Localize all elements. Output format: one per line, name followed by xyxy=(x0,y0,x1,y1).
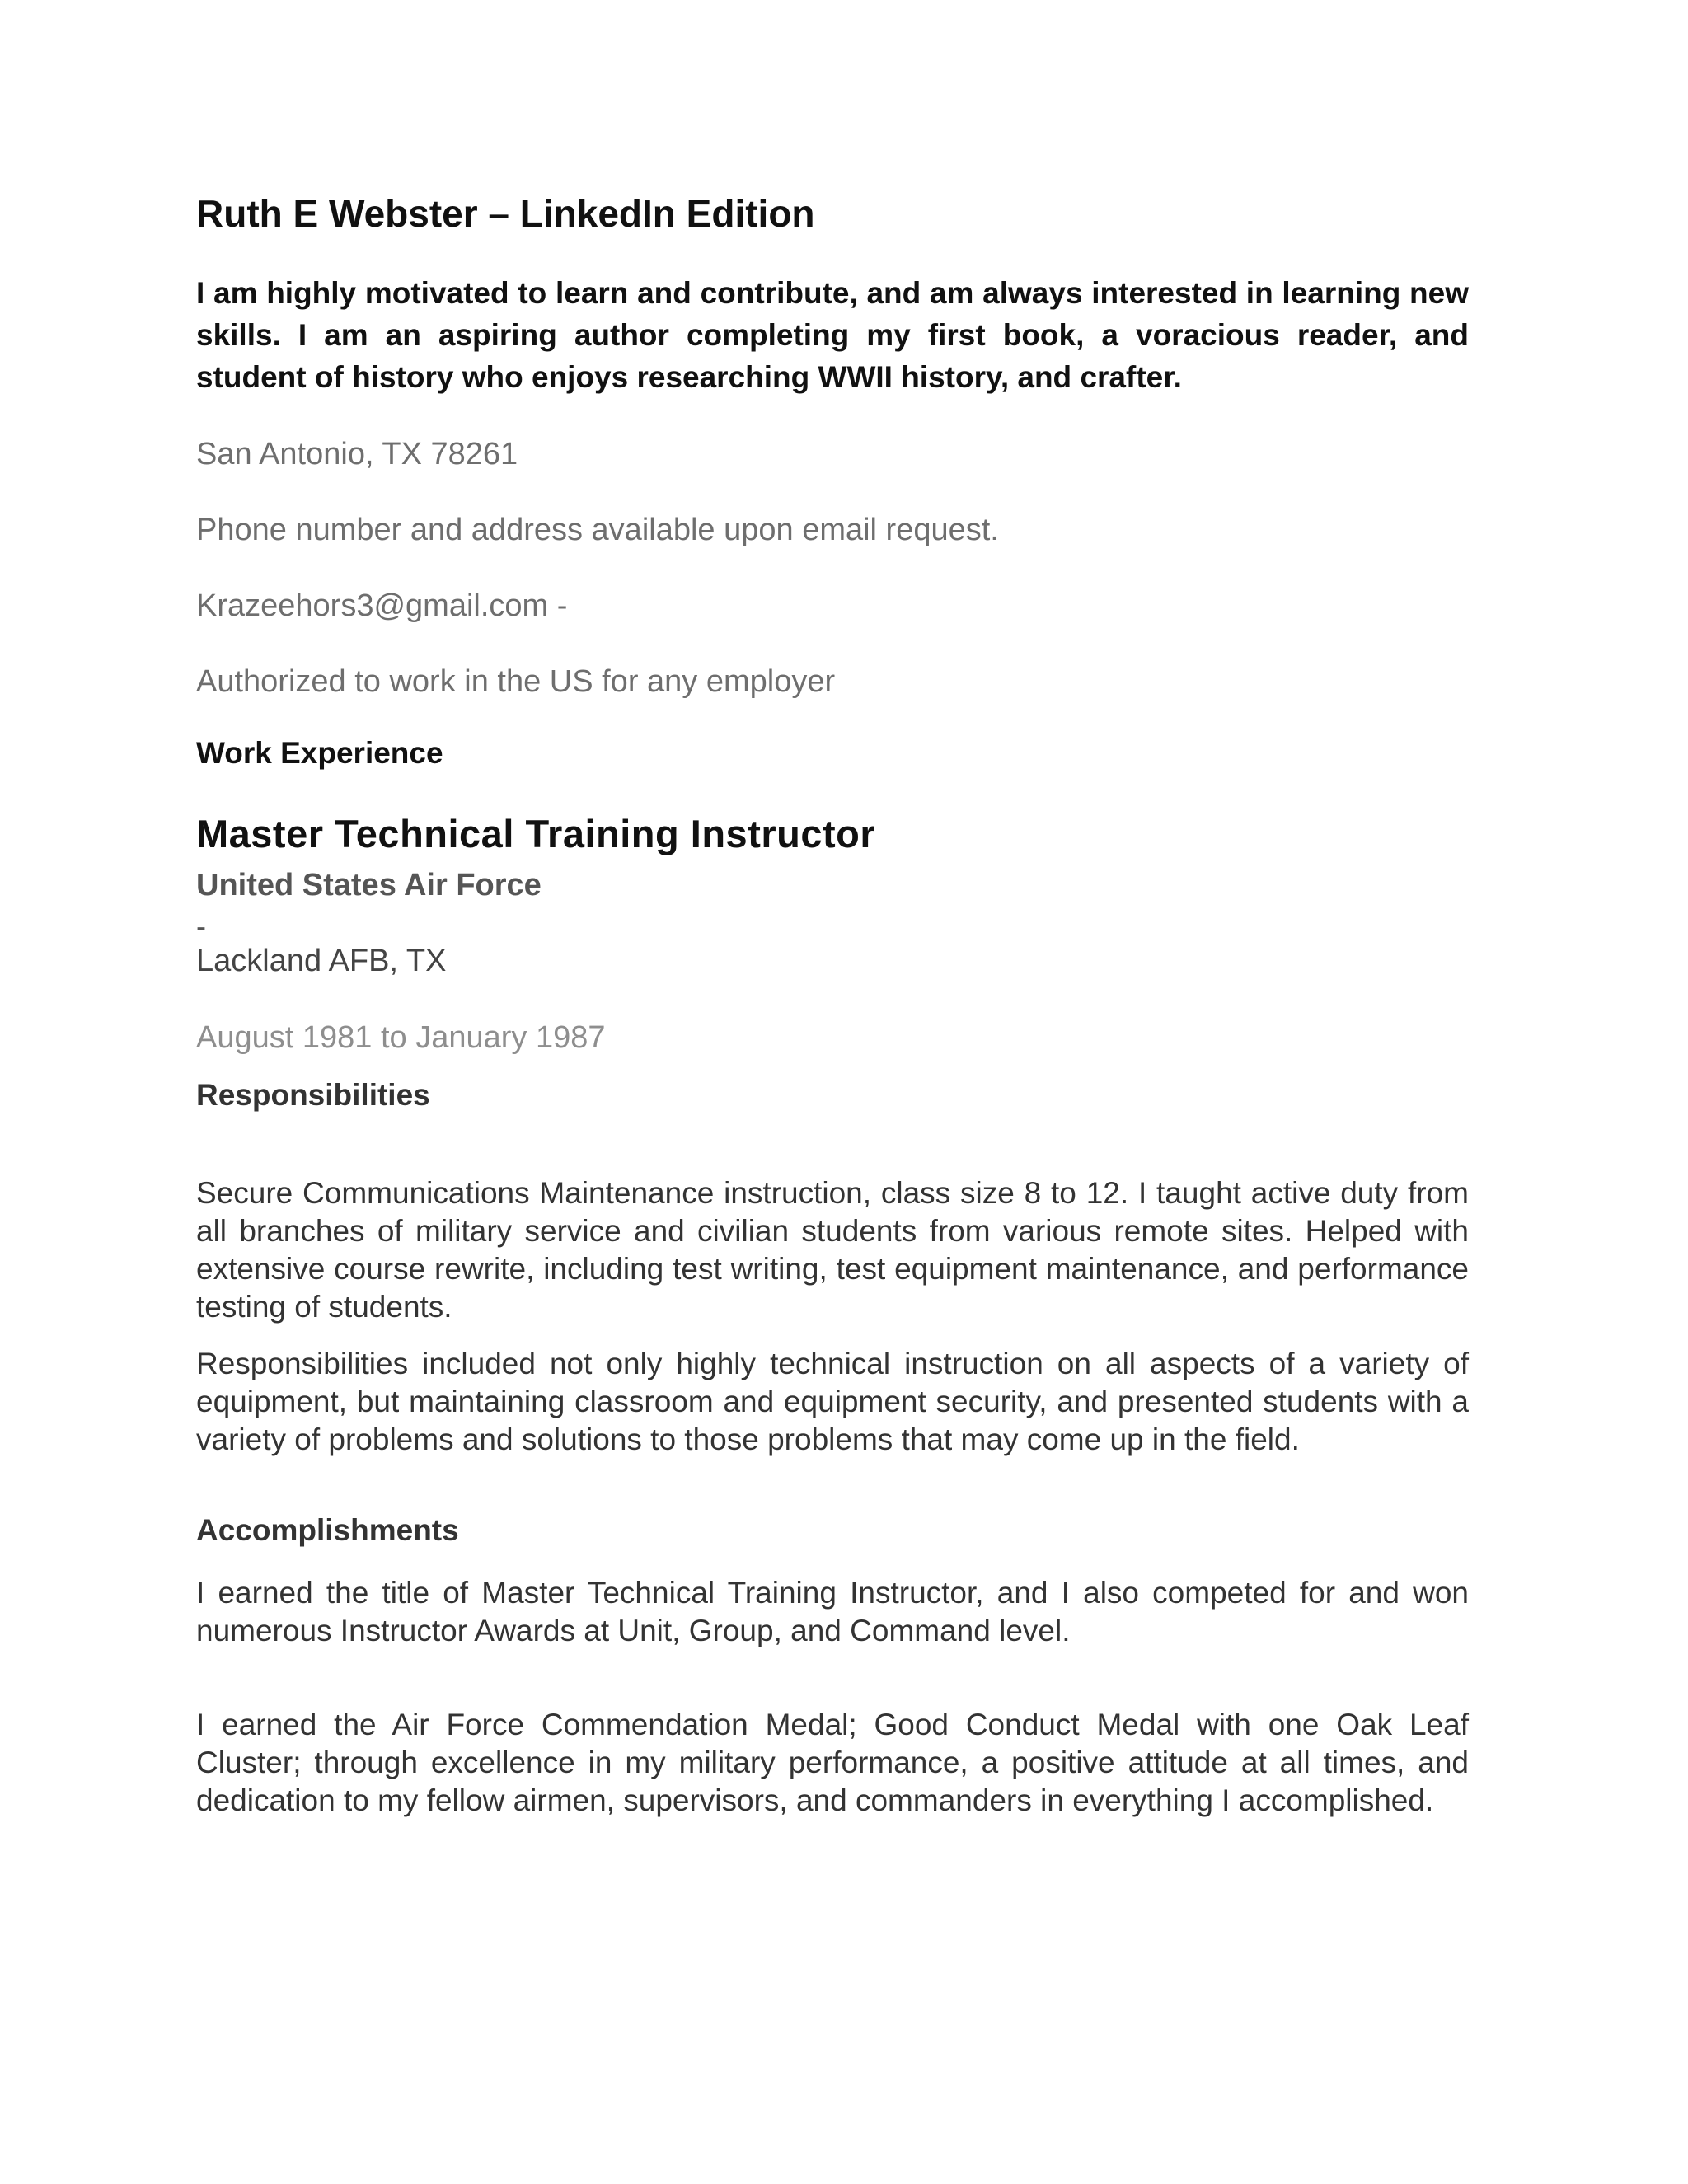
responsibility-paragraph: Secure Communications Maintenance instruction, class size 8 to 12. I taught active duty from all branches of military service and civilian students from various remote sites. Helped with extensive course rewrite, including test writing, test equipment maintenance, and performance testing of students. xyxy=(196,1176,1469,1324)
contact-email: Krazeehors3@gmail.com - xyxy=(196,588,568,623)
job-dates: August 1981 to January 1987 xyxy=(196,1020,606,1055)
accomplishments-heading: Accomplishments xyxy=(196,1513,459,1547)
contact-phone-note: Phone number and address available upon email request. xyxy=(196,513,999,547)
page-title: Ruth E Webster – LinkedIn Edition xyxy=(196,192,815,235)
job-separator: - xyxy=(196,909,206,943)
accomplishment-paragraph: I earned the Air Force Commendation Medal; Good Conduct Medal with one Oak Leaf Cluster; through excellence in my military performance, a positive attitude at all times, and dedication to my fellow airmen, supervisors, and commanders in everything I accomplished. xyxy=(196,1708,1469,1817)
job-title: Master Technical Training Instructor xyxy=(196,812,876,855)
contact-location: San Antonio, TX 78261 xyxy=(196,437,518,471)
work-authorization: Authorized to work in the US for any employer xyxy=(196,664,836,699)
responsibilities-heading: Responsibilities xyxy=(196,1078,430,1112)
accomplishment-paragraph: I earned the title of Master Technical Training Instructor, and I also competed for and won numerous Instructor Awards at Unit, Group, and Command level. xyxy=(196,1576,1469,1647)
responsibility-paragraph: Responsibilities included not only highly technical instruction on all aspects of a variety of equipment, but maintaining classroom and equipment security, and presented students with a variety of problems and solutions to those problems that may come up in the field. xyxy=(196,1347,1469,1456)
job-employer: United States Air Force xyxy=(196,868,542,902)
job-location: Lackland AFB, TX xyxy=(196,944,447,978)
summary-statement: I am highly motivated to learn and contribute, and am always interested in learning new skills. I am an aspiring author completing my first book, a voracious reader, and student of history who enjoys researching WWII history, and crafter. xyxy=(196,276,1469,394)
work-experience-heading: Work Experience xyxy=(196,736,443,770)
